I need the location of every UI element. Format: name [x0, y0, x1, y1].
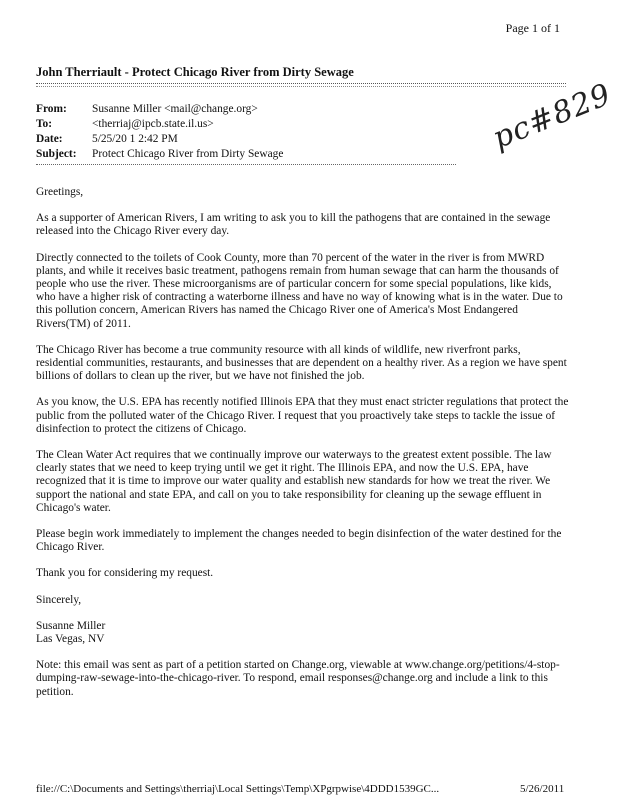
signature-location: Las Vegas, NV [36, 633, 105, 646]
document-title: John Therriault - Protect Chicago River from Dirty Sewage [36, 65, 354, 79]
body-paragraph: As you know, the U.S. EPA has recently notified Illinois EPA that they must enact stricter regulations that protect the public from the polluted water of the Chicago River. I request that you proactively take steps to tackle the issue of disinfection to protect the citizens of Chicago. [36, 396, 569, 435]
greeting: Greetings, [36, 186, 84, 198]
header-to [36, 117, 283, 132]
handwritten-stamp: pc#829 [487, 76, 617, 157]
body-paragraph: The Chicago River has become a true community resource with all kinds of wildlife, new riverfront parks, residential communities, restaurants, and businesses that are dependent on a healthy river. As a region we have spent billions of dollars to clean up the river, but we have not finished the job. [36, 343, 567, 383]
closing-sincerely: Sincerely, [36, 593, 82, 606]
header-label: Subject: [36, 148, 77, 160]
header-subject [36, 147, 283, 162]
header-from [36, 102, 283, 117]
footer-date: 5/26/2011 [520, 783, 565, 795]
title-divider [36, 83, 566, 84]
closing-thanks: Thank you for considering my request. [36, 567, 214, 580]
body-paragraph: Directly connected to the toilets of Cook County, more than 70 percent of the water in the river is from MWRD plants, and while it receives basic treatment, pathogens remain from human sewage that can harm the thousands of people who use the river. These microorganisms are of particular concern for some special populations, like kids, who have a higher risk of contracting a waterborne illness and have no way of knowing what is in the water. Due to this pollution concern, American Rivers has named the Chicago River one of America's Most Endangered Rivers(TM) of 2011. [36, 251, 563, 330]
page-number: Page 1 of 1 [505, 21, 560, 35]
body-paragraph: The Clean Water Act requires that we continually improve our waterways to the greatest extent possible. The law clearly states that we need to keep trying until we get it right. The Illinois EPA, and now the U.S. EPA, have recognized that it is time to improve our water quality and establish new standards for how we treat the river. We support the national and state EPA, and call on you to take responsibility for cleaning up the sewage effluent in Chicago's water. [36, 449, 552, 514]
header-divider [36, 164, 456, 165]
email-body [36, 186, 570, 712]
email-headers [36, 102, 283, 162]
header-label: Date: [36, 133, 63, 145]
header-value: Susanne Miller <mail@change.org> [92, 103, 258, 115]
header-date [36, 132, 283, 147]
body-paragraph: As a supporter of American Rivers, I am writing to ask you to kill the pathogens that are contained in the sewage released into the Chicago River every day. [36, 212, 551, 238]
header-value: <therriaj@ipcb.state.il.us> [92, 118, 214, 130]
petition-note: Note: this email was sent as part of a petition started on Change.org, viewable at www.change.org/petitions/4-stop-dumping-raw-sewage-into-the-chicago-river. To respond, email responses@change.org and include a link to this petition. [36, 659, 560, 698]
title-divider-secondary [36, 86, 566, 87]
header-value: Protect Chicago River from Dirty Sewage [92, 148, 284, 160]
header-label: From: [36, 103, 67, 115]
header-label: To: [36, 118, 53, 130]
header-value: 5/25/20 1 2:42 PM [92, 133, 178, 145]
body-paragraph: Please begin work immediately to implement the changes needed to begin disinfection of the water destined for the Chicago River. [36, 528, 562, 554]
signature-name: Susanne Miller [36, 619, 106, 632]
footer-file-path: file://C:\Documents and Settings\therriaj\Local Settings\Temp\XPgrpwise\4DDD1539GC... [36, 783, 440, 795]
